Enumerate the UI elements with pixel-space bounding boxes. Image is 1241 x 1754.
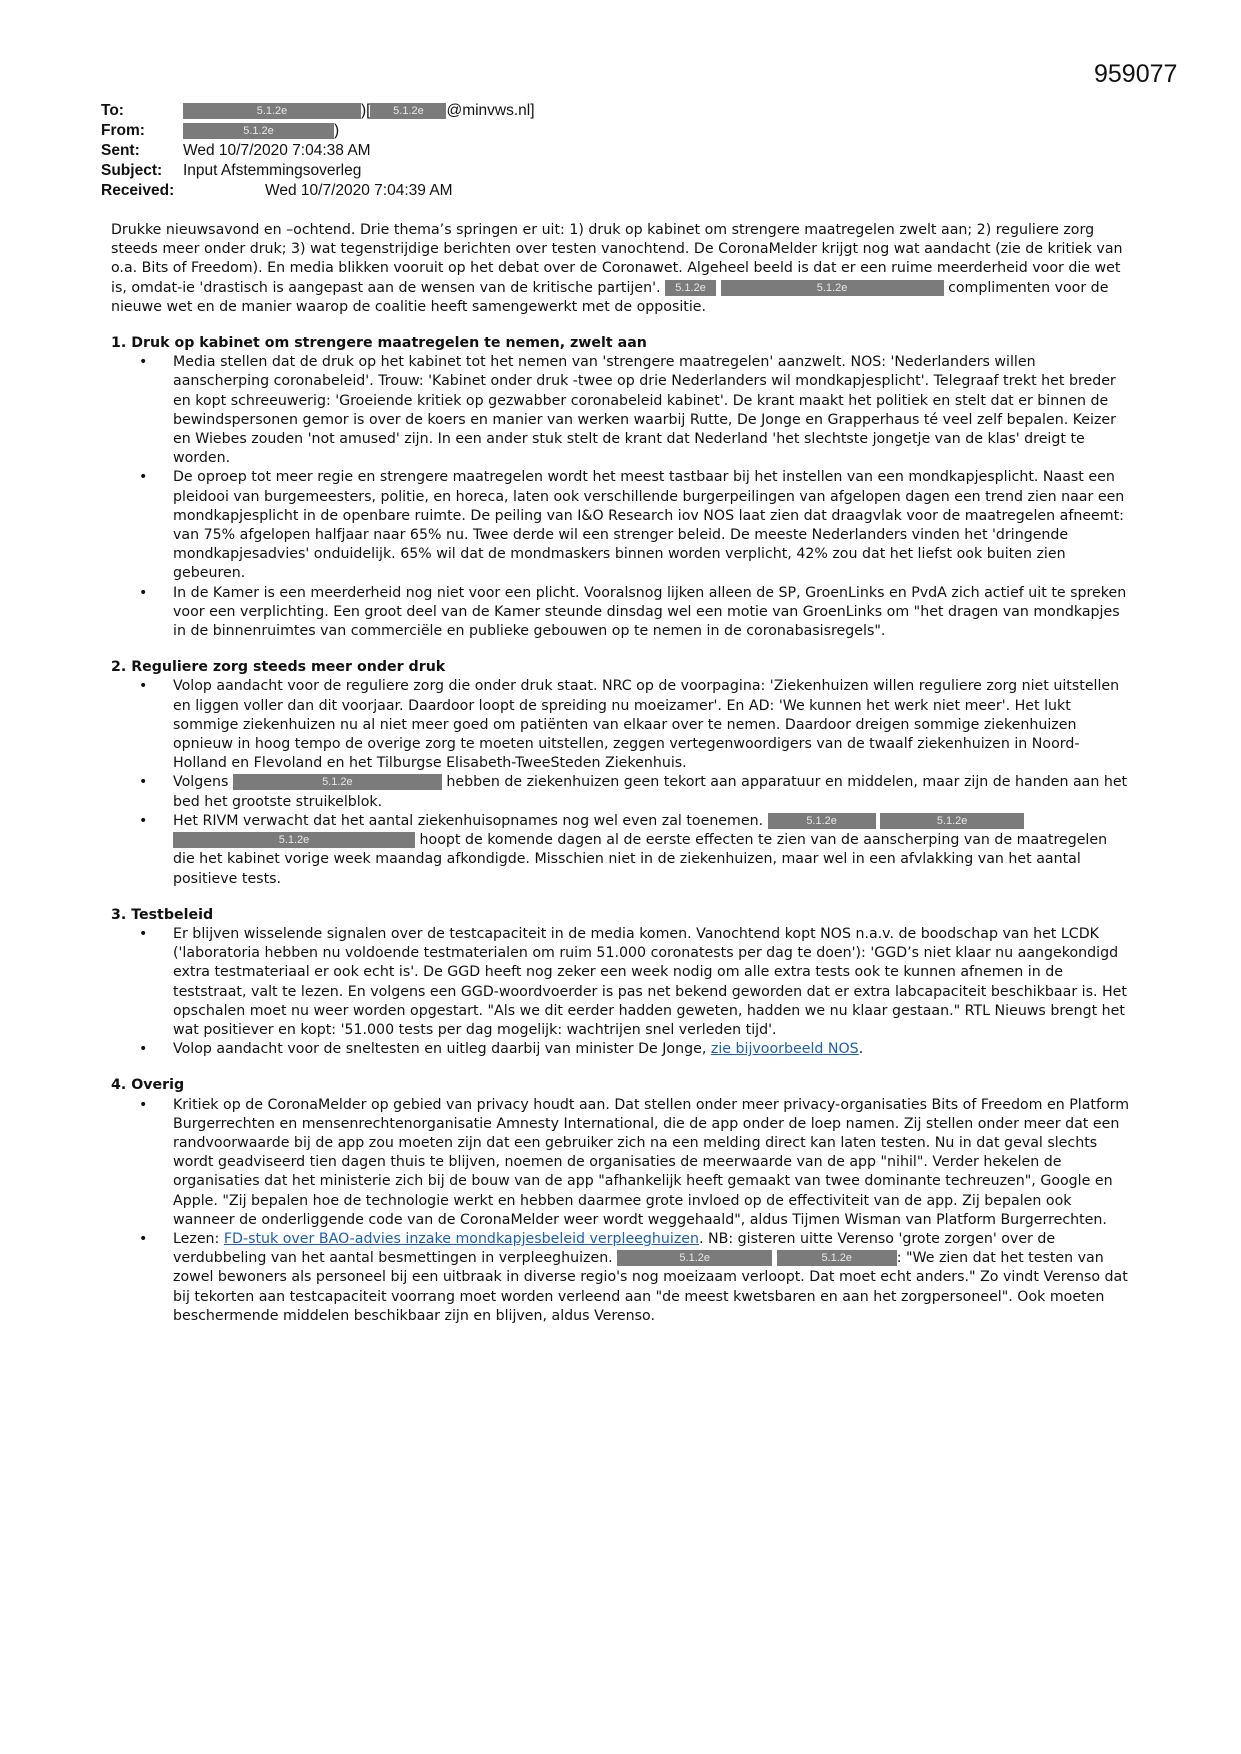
subject-row: [101, 161, 535, 181]
subject-value: Input Afstemmingsoverleg: [183, 162, 362, 179]
to-label: To:: [101, 102, 124, 119]
redaction-box: 5.1.2e: [617, 1250, 772, 1266]
list-item-text: Het RIVM verwacht dat het aantal ziekenhuisopnames nog wel even zal toenemen.: [173, 812, 764, 829]
sent-label: Sent:: [101, 142, 140, 159]
section-4: [111, 1076, 1131, 1326]
sent-row: [101, 141, 535, 161]
received-value: Wed 10/7/2020 7:04:39 AM: [265, 182, 453, 199]
redaction-box: 5.1.2e: [233, 774, 442, 790]
list-item: • Er blijven wisselende signalen over de testcapaciteit in de media komen. Vanochtend kopt NOS n.a.v. de boodschap van het LCDK ('laboratoria hebben nu voldoende testmaterialen om ruim 51.000 coronatests per dag te doen'): 'GGD’s niet klaar nu aangekondigd extra testmateriaal er ook echt is'. De GGD heeft nog zeker een week nodig om alle extra tests ook te kunnen afnemen in de teststraat, valt te lezen. En volgens een GGD-woordvoerder is pas net bekend geworden dat er extra labcapaciteit beschikbaar is. Het opschalen moet nu weer worden opgestart. "Als we dit eerder hadden geweten, hadden we nu klaar gestaan." RTL Nieuws brengt het wat positiever en kopt: '51.000 tests per dag mogelijk: wachtrijen snel verleden tijd'.: [111, 925, 1131, 1040]
sent-value: Wed 10/7/2020 7:04:38 AM: [183, 142, 371, 159]
fd-article-link[interactable]: FD-stuk over BAO-advies inzake mondkapjesbeleid verpleeghuizen: [223, 1230, 699, 1247]
list-item-text: Volgens: [173, 774, 229, 791]
redaction-box: 5.1.2e: [183, 123, 334, 139]
section-2: [111, 658, 1131, 888]
to-close: )[: [361, 102, 371, 119]
list-item: • De oproep tot meer regie en strengere maatregelen wordt het meest tastbaar bij het instellen van een mondkapjesplicht. Naast een pleidooi van burgemeesters, politie, en horeca, laten ook verschillende burgerpeilingen van afgelopen dagen een trend zien naar een mondkapjesplicht in de openbare ruimte. De peiling van I&O Research iov NOS laat zien dat draagvlak voor de maatregelen afneemt: van 75% afgelopen halfjaar naar 65% nu. Twee derde wil een strenger beleid. De meeste Nederlanders vinden het 'dringende mondkapjesadvies' onduidelijk. 65% wil dat de mondmaskers binnen worden verplicht, 42% zou dat het liefst ook buiten zien gebeuren.: [111, 468, 1131, 583]
list-item: • Media stellen dat de druk op het kabinet tot het nemen van 'strengere maatregelen' aanzwelt. NOS: 'Nederlanders willen aanscherping coronabeleid'. Trouw: 'Kabinet onder druk -twee op drie Nederlanders wil mondkapjesplicht'. Telegraaf trekt het breder en kopt schreeuwerig: 'Groeiende kritiek op gezwabber coronabeleid kabinet'. De krant maakt het politiek en stelt dat er binnen de bewindspersonen gemor is over de koers en manier van werken waarbij Rutte, De Jonge en Grapperhaus té veel zelf bepalen. Keizer en Wiebes zouden 'not amused' zijn. In een ander stuk stelt de krant dat Nederland 'het slechtste jongetje van de klas' dreigt te worden.: [111, 353, 1131, 468]
list-item: [111, 1230, 1131, 1326]
intro-text: Drukke nieuwsavond en –ochtend. Drie thema’s springen er uit: 1) druk op kabinet om strengere maatregelen zwelt aan; 2) reguliere zorg steeds meer onder druk; 3) wat tegenstrijdige berichten over testen vanochtend. De CoronaMelder krijgt nog wat aandacht (zie de kritiek van o.a. Bits of Freedom). En media blikken vooruit op het debat over de Coronawet. Algeheel beeld is dat er een ruime meerderheid voor die wet is, omdat-ie 'drastisch is aangepast aan de wensen van de kritische partijen'.: [111, 222, 1123, 296]
list-item-text: . NB: gisteren uitte Verenso 'grote zorgen' over de verdubbeling van het aantal besmettingen in verpleeghuizen.: [173, 1230, 1056, 1267]
received-row: [101, 181, 535, 201]
list-item: [111, 812, 1131, 889]
section-1: [111, 334, 1131, 641]
to-row: [101, 101, 535, 121]
list-item: [111, 773, 1131, 811]
to-domain: @minvws.nl]: [446, 102, 535, 119]
list-item: • Kritiek op de CoronaMelder op gebied van privacy houdt aan. Dat stellen onder meer privacy-organisaties Bits of Freedom en Platform Burgerrechten en mensenrechtenorganisatie Amnesty International, die de app onder de loep namen. Zij stellen onder meer dat een randvoorwaarde bij de app zou moeten zijn dat een gebruiker zich na een melding direct kan laten testen. Nu in dat geval slechts wordt geadviseerd tien dagen thuis te blijven, noemen de organisaties de meerwaarde van de app "nihil". Verder hekelen de organisaties dat het ministerie zich bij de bouw van de app "afhankelijk heeft gemaakt van twee dominante techreuzen", Google en Apple. "Zij bepalen hoe de technologie werkt en hebben daarmee grote invloed op de effectiviteit van de app. Zij bepalen ook wanneer de onderliggende code van de CoronaMelder weer wordt weggehaald", aldus Tijmen Wisman van Platform Burgerrechten.: [111, 1096, 1131, 1230]
redaction-box: 5.1.2e: [721, 280, 944, 296]
list-item-text: : "We zien dat het testen van zowel bewoners als personeel bij een uitbraak in diverse regio's nog moeizaam verloopt. Dat moet echt anders." Zo vindt Verenso dat bij tekorten aan testcapaciteit voorrang moet worden verleend aan "de meest kwetsbaren en aan het zorgpersoneel". Ook moeten beschermende middelen beschikbaar zijn en blijven, aldus Verenso.: [173, 1250, 1128, 1324]
section-3: [111, 906, 1131, 1060]
list-item: [111, 1040, 1131, 1059]
received-label: Received:: [101, 182, 175, 199]
redaction-box: 5.1.2e: [880, 813, 1024, 829]
list-item-text: Lezen:: [173, 1230, 220, 1247]
subject-label: Subject:: [101, 162, 163, 179]
redaction-box: 5.1.2e: [768, 813, 876, 829]
redaction-box: 5.1.2e: [665, 280, 716, 296]
list-item-text: Volop aandacht voor de sneltesten en uitleg daarbij van minister De Jonge,: [173, 1041, 707, 1058]
list-item-text: hebben de ziekenhuizen geen tekort aan apparatuur en middelen, maar zijn de handen aan het bed het grootste struikelblok.: [173, 774, 1128, 810]
list-item-text: hoopt de komende dagen al de eerste effecten te zien van de aanscherping van de maatregelen die het kabinet vorige week maandag afkondigde. Misschien niet in de ziekenhuizen, maar wel in een afvlakking van het aantal positieve tests.: [173, 832, 1108, 887]
from-close: ): [334, 122, 340, 139]
section-2-title: 2. Reguliere zorg steeds meer onder druk: [111, 659, 446, 676]
section-4-title: 4. Overig: [111, 1077, 185, 1094]
list-item-text: .: [858, 1041, 864, 1058]
redaction-box: 5.1.2e: [370, 103, 446, 119]
intro-text-continued: complimenten voor de nieuwe wet en de manier waarop de coalitie heeft samengewerkt met de oppositie.: [111, 279, 1109, 315]
section-1-title: 1. Druk op kabinet om strengere maatregelen te nemen, zwelt aan: [111, 335, 647, 352]
list-item: • Volop aandacht voor de reguliere zorg die onder druk staat. NRC op de voorpagina: 'Ziekenhuizen willen reguliere zorg niet uitstellen en liggen voller dan dit voorjaar. Daardoor loopt de spreiding nu moeizamer'. En AD: 'We kunnen het werk niet meer'. Het lukt sommige ziekenhuizen nu al niet meer goed om patiënten van elkaar over te nemen. Daardoor dreigen sommige ziekenhuizen opnieuw in hoog tempo de overige zorg te moeten uitstellen, zeggen vertegenwoordigers van de twaalf ziekenhuizen in Noord-Holland en Flevoland en het Tilburgse Elisabeth-TweeSteden Ziekenhuis.: [111, 677, 1131, 773]
document-number: 959077: [1094, 60, 1178, 88]
from-row: [101, 121, 535, 141]
redaction-box: 5.1.2e: [777, 1250, 897, 1266]
section-3-title: 3. Testbeleid: [111, 906, 214, 923]
from-label: From:: [101, 122, 145, 139]
nos-link[interactable]: zie bijvoorbeeld NOS: [710, 1041, 859, 1058]
redaction-box: 5.1.2e: [173, 832, 415, 848]
email-body: [111, 221, 1131, 1326]
email-header: [101, 101, 535, 201]
redaction-box: 5.1.2e: [183, 103, 361, 119]
list-item: • In de Kamer is een meerderheid nog niet voor een plicht. Vooralsnog lijken alleen de SP, GroenLinks en PvdA zich actief uit te spreken voor een verplichting. Een groot deel van de Kamer steunde dinsdag wel een motie van GroenLinks om "het dragen van mondkapjes in de binnenruimtes van commerciële en publieke gebouwen op te nemen in de coronabasisregels".: [111, 584, 1131, 642]
intro-paragraph: [111, 221, 1131, 317]
